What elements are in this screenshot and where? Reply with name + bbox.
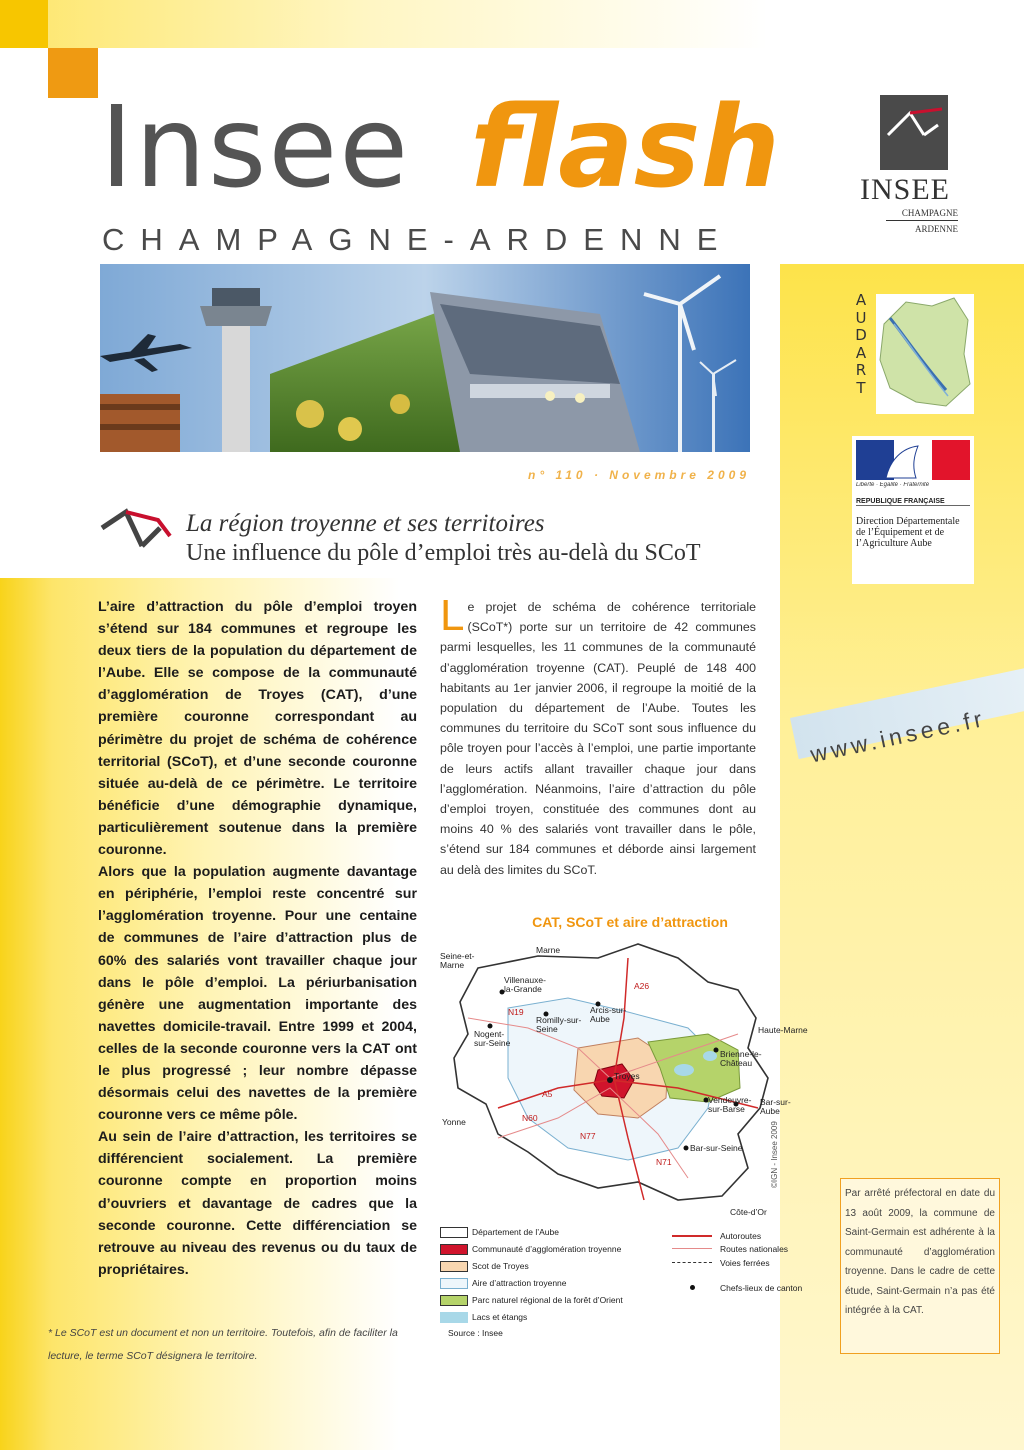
map-label: Nogent-sur-Seine — [474, 1029, 511, 1048]
body-text — [440, 591, 756, 880]
lead-text — [98, 596, 417, 1281]
map-road-label: A26 — [634, 981, 650, 991]
decor-square-orange — [48, 48, 98, 98]
bullet-icon — [690, 1285, 695, 1290]
issue-number: n° 110 · Novembre 2009 — [528, 468, 750, 482]
map[interactable] — [438, 938, 820, 1220]
audart-map-icon — [876, 294, 974, 414]
map-label: Villenauxe-la-Grande — [504, 975, 546, 994]
insee-logo-name: INSEE — [860, 173, 950, 206]
map-road-label: N19 — [508, 1007, 524, 1017]
lead-paragraph: L’aire d’attraction du pôle d’emploi troyen s’étend sur 184 communes et regroupe les deux tiers de la population du département de l’Aube. Elle se compose de la communauté d’agglomération de Troyes (CAT), d’une première couronne correspondant au périmètre du projet de schéma de cohérence territorial (SCoT), et d’une seconde couronne située au-delà de ce périmètre. Le territoire bénéficie d’une démographie dynamique, particulièrement soutenue dans la première couronne. — [98, 599, 417, 859]
brand-flash: flash — [470, 83, 781, 213]
website-link[interactable]: www.insee.fr — [808, 704, 988, 768]
republique-francaise-logo[interactable] — [852, 436, 974, 584]
map-label: Haute-Marne — [758, 1025, 808, 1035]
region-name: CHAMPAGNE-ARDENNE — [102, 222, 734, 257]
insee-logo-rule — [886, 220, 958, 221]
map-label: Bar-sur-Aube — [760, 1097, 791, 1116]
article-subtitle: Une influence du pôle d’emploi très au-delà du SCoT — [186, 540, 701, 566]
map-label: Troyes — [614, 1071, 640, 1081]
map-label: Bar-sur-Seine — [690, 1143, 743, 1153]
header-photo — [100, 264, 750, 452]
map-label: Arcis-sur-Aube — [590, 1005, 627, 1024]
drop-cap: L — [440, 591, 465, 640]
audart-wordmark: AUDART — [855, 291, 867, 397]
map-credit: ©IGN - Insee 2009 — [770, 1121, 779, 1188]
marianne-flag-icon — [856, 440, 970, 480]
insee-logo-subtitle: CHAMPAGNE ARDENNE — [901, 208, 958, 234]
note-text: Par arrêté préfectoral en date du 13 août 2009, la commune de Saint-Germain est adhérente à la communauté d’agglomération troyenne. Dans le cadre de cette étude, Saint-Germain n’a pas été intégrée à la CAT. — [845, 1188, 995, 1316]
map-title: CAT, SCoT et aire d’attraction — [532, 914, 728, 930]
map-road-label: N71 — [656, 1157, 672, 1167]
map-road-label: A5 — [542, 1089, 553, 1099]
map-source: Source : Insee — [448, 1328, 503, 1338]
title-logo-icon — [98, 506, 178, 565]
map-road-label: N77 — [580, 1131, 596, 1141]
body-paragraph: e projet de schéma de cohérence territoriale (SCoT*) porte sur un territoire de 42 communes parmi lesquelles, les 11 communes de la communauté d’agglomération troyenne (CAT). Peuplé de 148 400 habitants au 1er janvier 2006, il regroupe la moitié de la population du département de l’Aube. Toutes les communes du territoire du SCoT sont sous influence du pôle troyen pour l’accès à l’emploi, une partie importante de leurs actifs allant travailler chaque jour dans l’agglomération. Néanmoins, l’aire d’attraction du pôle d’emploi troyen, constituée des communes dont au moins 40 % des salariés vont travailler dans le pôle, s’étend sur 184 communes et déborde ainsi largement au delà des limites du SCoT. — [440, 600, 756, 877]
map-label: Yonne — [442, 1117, 466, 1127]
article-title: La région troyenne et ses territoires — [186, 510, 545, 537]
audart-logo[interactable] — [852, 292, 974, 416]
map-road-label: N60 — [522, 1113, 538, 1123]
map-label: Vendeuvre-sur-Barse — [708, 1095, 752, 1114]
map-label: Romilly-sur-Seine — [536, 1015, 582, 1034]
map-label: Brienne-le-Château — [720, 1049, 762, 1068]
decor-square-yellow — [0, 0, 48, 48]
lead-paragraph: Alors que la population augmente davantage en périphérie, l’emploi reste concentré sur l’agglomération troyenne. Pour une centaine de communes de l’aire d’attraction plus de 60% des salariés vont travailler chaque jour dans le pôle d’emploi. La périurbanisation génère une augmentation importante des navettes domicile-travail. Entre 1999 et 2004, celles de la seconde couronne vers la CAT ont le plus progressé ; leur nombre dépasse désormais celui des navettes de la première couronne vers ce même pôle. — [98, 864, 417, 1124]
note-box — [840, 1178, 1000, 1354]
rf-republique: RÉPUBLIQUE FRANÇAISE — [856, 498, 970, 506]
lead-paragraph: Au sein de l’aire d’attraction, les territoires se différencient socialement. La première couronne compte en proportion moins d’ouvriers et davantage de cadres que la seconde couronne. Cette différenciation se retrouve au niveau des revenus ou du taux de propriétaires. — [98, 1129, 417, 1278]
map-label: Seine-et-Marne — [440, 951, 475, 970]
map-legend: Département de l’Aube Communauté d’agglomération troyenne Scot de Troyes Aire d’attraction troyenne Parc naturel régional de la forêt d’Orient Lacs et étangs Autoroutes Routes nationales Voies ferrées Chefs-lieux de canton — [440, 1226, 825, 1341]
rf-motto: Liberté · Égalité · Fraternité — [856, 482, 930, 488]
map-label: Côte-d’Or — [730, 1207, 767, 1217]
rf-direction: Direction Départementale de l’Équipement et de l’Agriculture Aube — [856, 516, 960, 549]
footnote: * Le SCoT est un document et non un territoire. Toutefois, afin de faciliter la lecture, le terme SCoT désignera le territoire. — [48, 1327, 398, 1362]
brand-insee: Insee — [100, 83, 411, 213]
header-band — [0, 0, 1024, 48]
insee-logo-mark — [880, 95, 948, 170]
map-label: Marne — [536, 945, 561, 955]
